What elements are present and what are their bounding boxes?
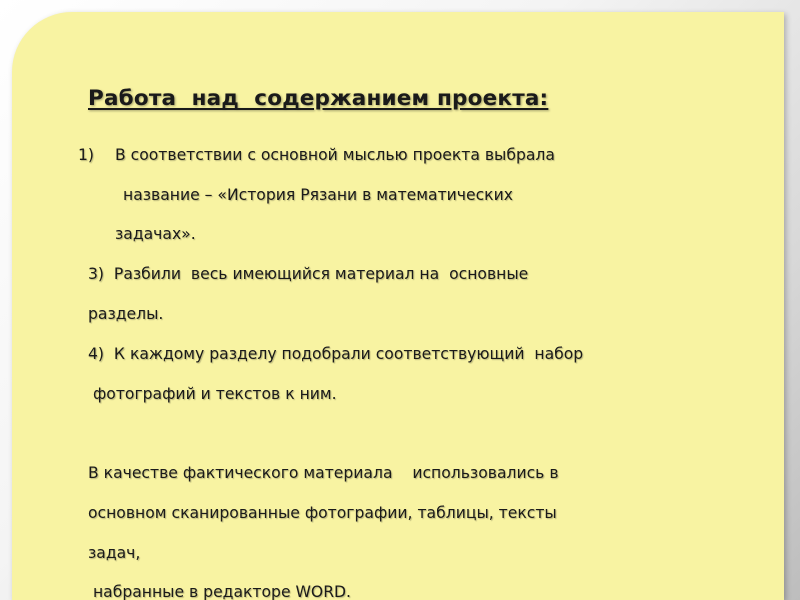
slide [12, 12, 784, 600]
text-line-8: В качестве фактического материала использовались в [88, 464, 559, 482]
text-line-10: задач, [88, 544, 141, 562]
text-line-9: основном сканированные фотографии, таблицы, тексты [88, 504, 557, 522]
text-line-4: 3) Разбили весь имеющийся материал на основные [88, 265, 529, 283]
text-line-3: задачах». [115, 225, 196, 243]
text-line-6: 4) К каждому разделу подобрали соответствующий набор [88, 345, 584, 363]
text-line-11: набранные в редакторе WORD. [88, 583, 351, 600]
list-marker-1: 1) [78, 146, 95, 164]
slide-title: Работа над содержанием проекта: [88, 86, 549, 111]
text-line-7: фотографий и текстов к ним. [88, 385, 337, 403]
text-line-1: В соответствии с основной мыслью проекта выбрала [115, 146, 555, 164]
text-line-2: название – «История Рязани в математических [123, 186, 513, 204]
text-line-5: разделы. [88, 305, 164, 323]
